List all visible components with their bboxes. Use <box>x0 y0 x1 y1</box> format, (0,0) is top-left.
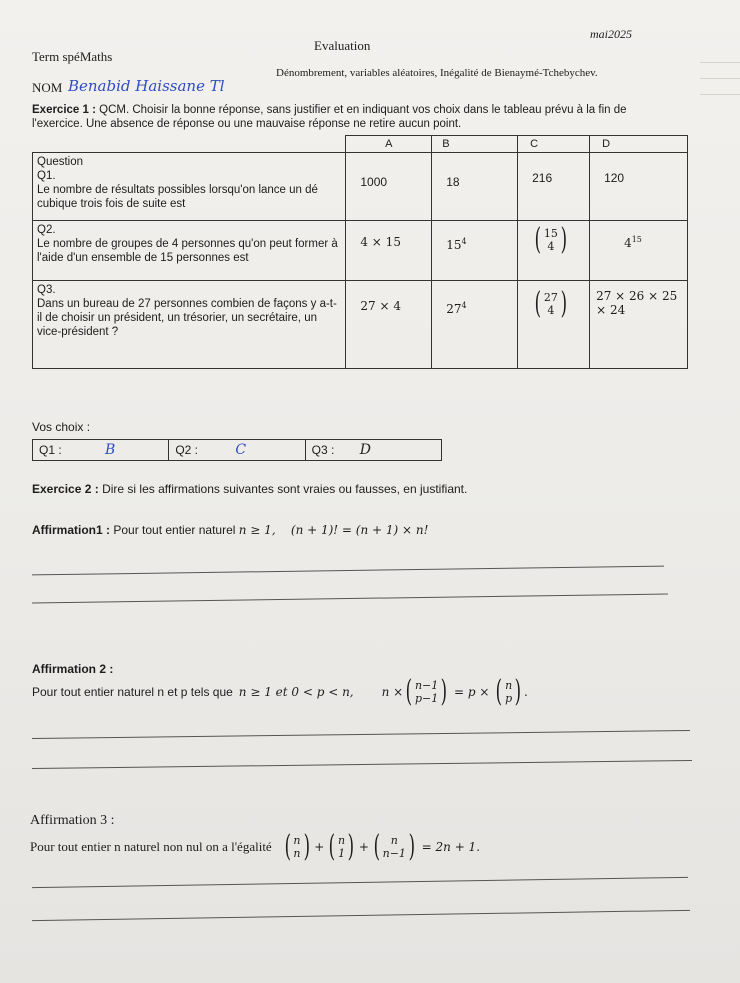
class-name: Term spéMaths <box>32 49 113 64</box>
col-header-b: B <box>432 136 518 153</box>
answer-line <box>32 760 692 769</box>
evaluation-title: Evaluation <box>314 38 371 53</box>
q2-answer-c <box>518 221 590 281</box>
q1-answer-c: 216 <box>518 153 590 221</box>
choice-q2 <box>169 440 305 461</box>
background-stripe <box>700 78 740 79</box>
binom-top: n <box>338 834 346 847</box>
binomial: ( n n−1 ) <box>373 829 416 864</box>
affirmation1-text: Pour tout entier naturel <box>113 523 236 537</box>
binomial: ( n p ) <box>496 674 522 709</box>
choice-q3 <box>305 440 441 461</box>
affirmation3 <box>30 829 481 864</box>
power-exponent: 4 <box>461 237 467 246</box>
answer-d-line1: 27 × 26 × 25 <box>596 289 678 303</box>
affirmation2-title: Affirmation 2 : <box>32 662 114 676</box>
affirmation2-condition: n ≥ 1 et 0 < p < n, <box>238 685 354 699</box>
q2-answer-a: 4 × 15 <box>346 221 432 281</box>
exercise1-text-line2: l'exercice. Une absence de réponse ou une mauvaise réponse ne retire aucun point. <box>32 118 462 130</box>
affirmation3-label: Affirmation 3 : <box>30 813 115 828</box>
affirmation2-lhs: n × <box>381 685 404 699</box>
choice-answer-handwritten: C <box>235 442 247 458</box>
q3-answer-c <box>518 281 590 369</box>
question-number: Q3. <box>37 284 56 296</box>
choices-table <box>32 439 442 461</box>
col-header-a: A <box>346 136 432 153</box>
question-cell <box>33 153 346 221</box>
affirmation2 <box>32 674 528 709</box>
q3-answer-d <box>590 281 688 369</box>
binom-top: n−1 <box>414 679 439 692</box>
q3-answer-b <box>432 281 518 369</box>
choice-answer-handwritten: D <box>359 442 371 458</box>
background-stripe <box>700 62 740 63</box>
binom-top: n <box>505 679 513 692</box>
answer-line <box>32 566 664 576</box>
affirmation1 <box>32 523 428 537</box>
binom-bottom: 4 <box>547 240 555 253</box>
binomial: ( n n ) <box>284 829 310 864</box>
qcm-header-row <box>33 136 688 153</box>
q2-answer-b <box>432 221 518 281</box>
question-text: Dans un bureau de 27 personnes combien de façons y a-t-il de choisir un président, un trésorier, un secrétaire, un vice-président ? <box>37 298 337 338</box>
binomial: ( n 1 ) <box>328 829 355 864</box>
exercise1-title: Exercice 1 : <box>32 104 96 116</box>
qcm-table <box>32 135 688 369</box>
binomial: ( 15 4 ) <box>534 222 567 257</box>
binom-top: 27 <box>543 291 558 304</box>
student-name-handwritten: Benabid Haissane Tl <box>68 77 225 95</box>
q1-answer-d: 120 <box>590 153 688 221</box>
answer-line <box>32 730 690 739</box>
answer-line <box>32 594 668 604</box>
power-exponent: 15 <box>631 235 642 244</box>
choice-answer-handwritten: B <box>105 442 116 458</box>
question-number: Q2. <box>37 224 56 236</box>
affirmation2-label <box>32 662 113 676</box>
choice-label: Q1 : <box>39 443 62 457</box>
binom-top: n <box>390 834 398 847</box>
vos-choix-label: Vos choix : <box>32 420 91 434</box>
affirmation2-end: . <box>523 685 528 699</box>
question-cell <box>33 281 346 369</box>
background-stripe <box>700 94 740 95</box>
col-header-c: C <box>518 136 590 153</box>
binom-bottom: p <box>505 692 513 705</box>
binom-top: n <box>293 834 301 847</box>
answer-d-line2: × 24 <box>596 303 626 317</box>
col-header-d: D <box>590 136 688 153</box>
binomial: ( n−1 p−1 ) <box>405 674 448 709</box>
question-text: Le nombre de groupes de 4 personnes qu'on peut former à l'aide d'un ensemble de 15 personnes est <box>37 238 338 264</box>
plus-sign: + <box>358 840 369 854</box>
affirmation1-label: Affirmation1 : <box>32 523 110 537</box>
question-text: Le nombre de résultats possibles lorsqu'on lance un dé cubique trois fois de suite est <box>37 184 318 210</box>
affirmation1-formula: n ≥ 1, (n + 1)! = (n + 1) × n! <box>238 523 429 537</box>
q1-answer-a: 1000 <box>346 153 432 221</box>
q3-answer-a: 27 × 4 <box>346 281 432 369</box>
answer-line <box>32 910 690 921</box>
qcm-row-q2 <box>33 221 688 281</box>
affirmation2-text: Pour tout entier naturel n et p tels que <box>32 685 233 699</box>
affirmation3-rhs: = 2n + 1. <box>421 840 481 854</box>
exercise2-title: Exercice 2 : <box>32 482 99 496</box>
binom-bottom: p−1 <box>414 692 439 705</box>
power-base: 27 <box>446 302 462 316</box>
nom-label: NOM <box>32 80 63 95</box>
binomial: ( 27 4 ) <box>534 286 567 321</box>
question-number: Q1. <box>37 170 56 182</box>
question-cell <box>33 221 346 281</box>
power-exponent: 4 <box>461 301 467 310</box>
exercise1-text-line1: QCM. Choisir la bonne réponse, sans justifier et en indiquant vos choix dans le tableau prévu à la fin de <box>99 104 627 116</box>
choice-label: Q3 : <box>311 443 335 457</box>
power-base: 15 <box>446 238 462 252</box>
affirmation3-text: Pour tout entier n naturel non nul on a l'égalité <box>30 839 272 854</box>
q2-answer-d <box>590 221 688 281</box>
question-header-label: Question <box>37 156 84 168</box>
subtitle: Dénombrement, variables aléatoires, Inégalité de Bienaymé-Tchebychev. <box>276 67 598 79</box>
choice-q1 <box>33 440 169 461</box>
exam-date: mai2025 <box>590 27 632 41</box>
affirmation2-mid: = p × <box>453 685 490 699</box>
q1-answer-b: 18 <box>432 153 518 221</box>
binom-bottom: n <box>293 847 301 860</box>
qcm-row-q1 <box>33 153 688 221</box>
binom-bottom: 1 <box>338 847 346 860</box>
exercise1-instructions <box>32 104 627 116</box>
answer-line <box>32 877 688 888</box>
choice-label: Q2 : <box>175 443 199 457</box>
exercise2-instructions <box>32 482 467 496</box>
binom-top: 15 <box>543 227 558 240</box>
exercise2-text: Dire si les affirmations suivantes sont vraies ou fausses, en justifiant. <box>102 482 468 496</box>
binom-bottom: n−1 <box>382 847 406 860</box>
binom-bottom: 4 <box>547 304 555 317</box>
power-base: 4 <box>624 236 632 250</box>
plus-sign: + <box>314 840 325 854</box>
qcm-row-q3 <box>33 281 688 369</box>
